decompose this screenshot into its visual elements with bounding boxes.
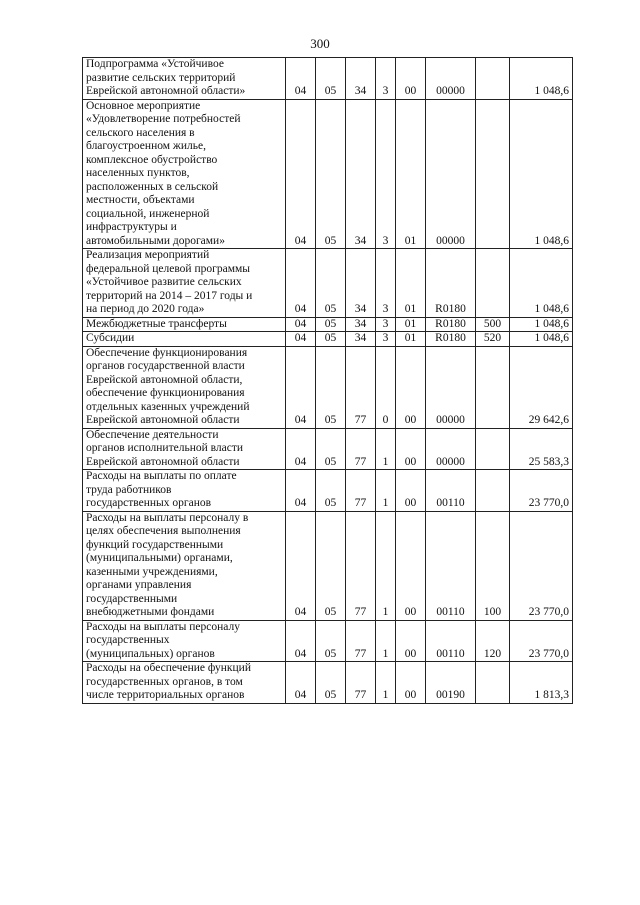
target-article-cell: R0180 [426, 332, 476, 347]
code-cell-4: 1 [376, 428, 396, 470]
code-cell-1: 04 [286, 470, 316, 512]
row-name-cell: Основное мероприятие «Удовлетворение потребностей сельского населения в благоустроенном жилье, комплексное обустройство населенных пунктов, расположенных в сельской местности, объектами социальной, инженерной инфраструктуры и автомобильными дорогами» [83, 99, 286, 249]
target-article-cell: R0180 [426, 249, 476, 318]
target-article-cell: 00000 [426, 428, 476, 470]
amount-cell: 23 770,0 [510, 620, 573, 662]
code-cell-5: 00 [396, 346, 426, 428]
code-cell-3: 77 [346, 470, 376, 512]
code-cell-5: 00 [396, 511, 426, 620]
code-cell-5: 00 [396, 620, 426, 662]
table-row [83, 249, 573, 318]
code-cell-4: 1 [376, 470, 396, 512]
table-row [83, 346, 573, 428]
code-cell-3: 34 [346, 99, 376, 249]
code-cell-5: 01 [396, 99, 426, 249]
target-article-cell: 00110 [426, 470, 476, 512]
code-cell-1: 04 [286, 99, 316, 249]
code-cell-3: 77 [346, 346, 376, 428]
code-cell-5: 00 [396, 662, 426, 704]
amount-cell: 1 048,6 [510, 317, 573, 332]
row-name-cell: Расходы на обеспечение функций государственных органов, в том числе территориальных органов [83, 662, 286, 704]
expense-type-cell: 100 [476, 511, 510, 620]
row-name-cell: Обеспечение деятельности органов исполнительной власти Еврейской автономной области [83, 428, 286, 470]
row-name-cell: Расходы на выплаты персоналу в целях обеспечения выполнения функций государственными (муниципальными) органами, казенными учреждениями, органами управления государственными внебюджетными фондами [83, 511, 286, 620]
code-cell-2: 05 [316, 511, 346, 620]
expense-type-cell: 520 [476, 332, 510, 347]
expense-type-cell [476, 662, 510, 704]
target-article-cell: 00000 [426, 58, 476, 100]
table-row [83, 511, 573, 620]
table-row [83, 662, 573, 704]
expense-type-cell [476, 428, 510, 470]
target-article-cell: 00110 [426, 511, 476, 620]
code-cell-2: 05 [316, 470, 346, 512]
code-cell-3: 77 [346, 662, 376, 704]
code-cell-4: 1 [376, 511, 396, 620]
code-cell-2: 05 [316, 620, 346, 662]
expense-type-cell [476, 99, 510, 249]
code-cell-4: 1 [376, 620, 396, 662]
target-article-cell: 00190 [426, 662, 476, 704]
code-cell-3: 34 [346, 332, 376, 347]
target-article-cell: 00000 [426, 99, 476, 249]
row-name-cell: Субсидии [83, 332, 286, 347]
row-name-cell: Межбюджетные трансферты [83, 317, 286, 332]
code-cell-3: 77 [346, 620, 376, 662]
amount-cell: 23 770,0 [510, 511, 573, 620]
code-cell-4: 3 [376, 58, 396, 100]
expense-type-cell [476, 58, 510, 100]
row-name-cell: Реализация мероприятий федеральной целевой программы «Устойчивое развитие сельских территорий на 2014 – 2017 годы и на период до 2020 года» [83, 249, 286, 318]
code-cell-2: 05 [316, 662, 346, 704]
table-row [83, 99, 573, 249]
code-cell-5: 01 [396, 332, 426, 347]
budget-table [82, 57, 573, 704]
code-cell-3: 34 [346, 317, 376, 332]
table-row [83, 332, 573, 347]
target-article-cell: R0180 [426, 317, 476, 332]
table-row [83, 470, 573, 512]
amount-cell: 1 048,6 [510, 249, 573, 318]
code-cell-2: 05 [316, 346, 346, 428]
row-name-cell: Подпрограмма «Устойчивое развитие сельских территорий Еврейской автономной области» [83, 58, 286, 100]
code-cell-1: 04 [286, 620, 316, 662]
table-row [83, 317, 573, 332]
code-cell-3: 77 [346, 428, 376, 470]
expense-type-cell: 120 [476, 620, 510, 662]
code-cell-2: 05 [316, 332, 346, 347]
code-cell-3: 34 [346, 58, 376, 100]
code-cell-4: 3 [376, 99, 396, 249]
code-cell-5: 00 [396, 428, 426, 470]
code-cell-1: 04 [286, 332, 316, 347]
code-cell-4: 3 [376, 332, 396, 347]
code-cell-5: 00 [396, 58, 426, 100]
code-cell-4: 0 [376, 346, 396, 428]
code-cell-5: 00 [396, 470, 426, 512]
code-cell-5: 01 [396, 317, 426, 332]
amount-cell: 1 813,3 [510, 662, 573, 704]
target-article-cell: 00000 [426, 346, 476, 428]
code-cell-1: 04 [286, 428, 316, 470]
code-cell-2: 05 [316, 58, 346, 100]
expense-type-cell: 500 [476, 317, 510, 332]
row-name-cell: Расходы на выплаты персоналу государственных (муниципальных) органов [83, 620, 286, 662]
code-cell-1: 04 [286, 511, 316, 620]
row-name-cell: Расходы на выплаты по оплате труда работников государственных органов [83, 470, 286, 512]
code-cell-1: 04 [286, 346, 316, 428]
amount-cell: 1 048,6 [510, 332, 573, 347]
code-cell-1: 04 [286, 58, 316, 100]
code-cell-1: 04 [286, 662, 316, 704]
code-cell-1: 04 [286, 249, 316, 318]
code-cell-1: 04 [286, 317, 316, 332]
amount-cell: 23 770,0 [510, 470, 573, 512]
amount-cell: 1 048,6 [510, 99, 573, 249]
code-cell-4: 1 [376, 662, 396, 704]
code-cell-5: 01 [396, 249, 426, 318]
expense-type-cell [476, 249, 510, 318]
code-cell-2: 05 [316, 317, 346, 332]
table-row [83, 58, 573, 100]
table-row [83, 620, 573, 662]
code-cell-4: 3 [376, 317, 396, 332]
amount-cell: 25 583,3 [510, 428, 573, 470]
amount-cell: 29 642,6 [510, 346, 573, 428]
amount-cell: 1 048,6 [510, 58, 573, 100]
code-cell-3: 77 [346, 511, 376, 620]
expense-type-cell [476, 346, 510, 428]
table-row [83, 428, 573, 470]
expense-type-cell [476, 470, 510, 512]
code-cell-4: 3 [376, 249, 396, 318]
code-cell-2: 05 [316, 428, 346, 470]
code-cell-3: 34 [346, 249, 376, 318]
page-number: 300 [310, 36, 330, 51]
code-cell-2: 05 [316, 249, 346, 318]
code-cell-2: 05 [316, 99, 346, 249]
row-name-cell: Обеспечение функционирования органов государственной власти Еврейской автономной области, обеспечение функционирования отдельных казенных учреждений Еврейской автономной области [83, 346, 286, 428]
target-article-cell: 00110 [426, 620, 476, 662]
